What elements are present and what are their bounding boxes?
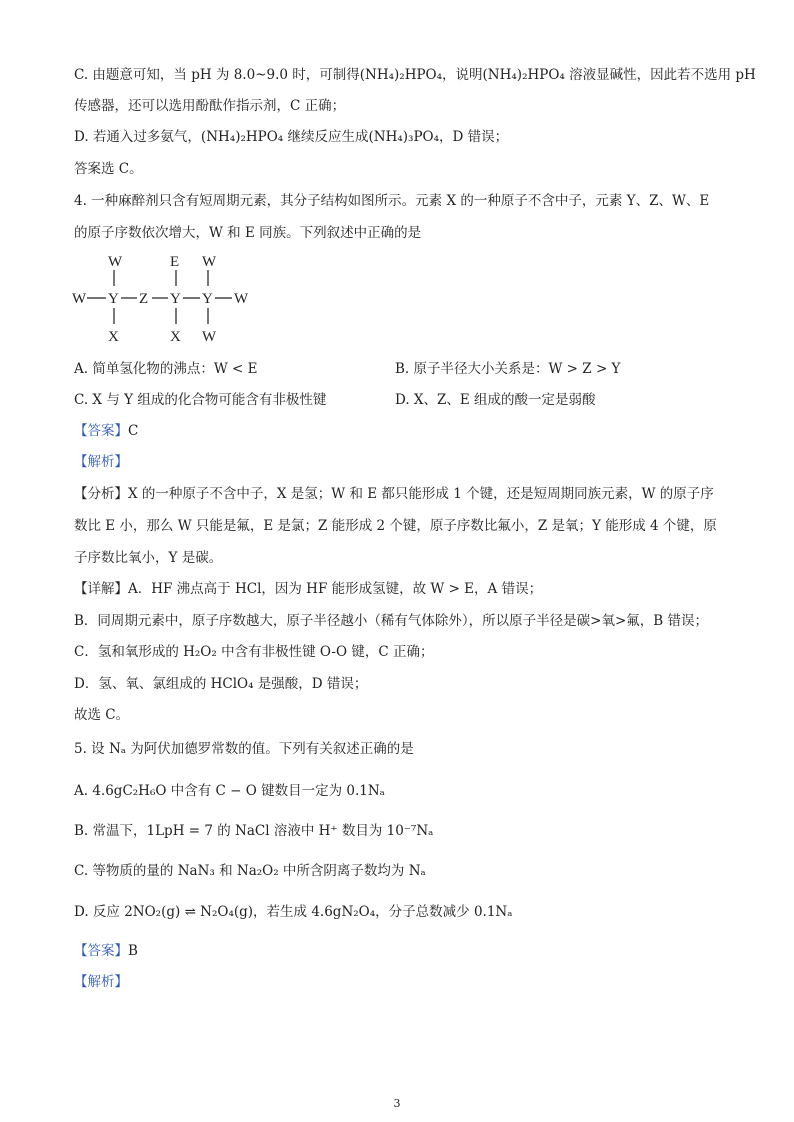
fenxi-text: X 的一种原子不含中子，X 是氢；W 和 E 都只能形成 1 个键，还是短周期同族元素，W 的原子序 [128,486,714,502]
atom-label: W [202,254,217,270]
answer-value: B [128,943,138,959]
answer-line [74,422,734,440]
answer-line [74,942,734,960]
q5-option-a: A. 4.6gC₂H₆O 中含有 C − O 键数目一定为 0.1Nₐ [74,783,385,799]
atom-label: W [108,254,123,270]
atom-label: W [72,291,87,307]
q5-option-c: C. 等物质的量的 NaN₃ 和 Na₂O₂ 中所含阴离子数均为 Nₐ [74,863,426,879]
detail-line: C．氢和氧形成的 H₂O₂ 中含有非极性键 O-O 键，C 正确； [74,644,434,660]
detail-line: D．氢、氧、氯组成的 HClO₄ 是强酸，D 错误； [74,676,368,692]
detail-line: B．同周期元素中，原子序数越大，原子半径越小（稀有气体除外），所以原子半径是碳>氧>氟，B 错误； [74,613,709,629]
page-number: 3 [393,1097,401,1110]
question-5-stem: 5. 设 Nₐ 为阿伏加德罗常数的值。下列有关叙述正确的是 [74,741,414,757]
q5-option-b: B. 常温下，1LpH = 7 的 NaCl 溶液中 H⁺ 数目为 10⁻⁷Nₐ [74,823,434,839]
text-line: D. 若通入过多氨气，(NH₄)₂HPO₄ 继续反应生成(NH₄)₃PO₄，D 错误； [74,129,509,145]
text-line: 传感器，还可以选用酚酞作指示剂，C 正确； [74,98,346,114]
q5-option-d: D. 反应 2NO₂(g) ⇌ N₂O₄(g)，若生成 4.6gN₂O₄，分子总数减少 0.1Nₐ [74,904,513,920]
option-a: A. 简单氢化物的沸点：W < E [74,361,258,377]
atom-label: Y [202,291,213,307]
option-d: D. X、Z、E 组成的酸一定是弱酸 [395,392,596,408]
fenxi-tag: 【分析】 [74,486,128,502]
atom-label: Y [108,291,119,307]
atom-label: X [108,329,119,345]
analysis-tag: 【解析】 [74,974,128,990]
answer-value: C [128,423,139,439]
atom-label: Y [170,291,181,307]
detail-text: A．HF 沸点高于 HCl，因为 HF 能形成氢键，故 W > E，A 错误； [128,581,543,597]
answer-tag: 【答案】 [74,423,128,439]
atom-label: E [170,254,180,270]
detail-tag: 【详解】 [74,581,128,597]
molecule-structure-diagram [72,248,272,348]
question-4-stem: 4. 一种麻醉剂只含有短周期元素，其分子结构如图所示。元素 X 的一种原子不含中子，元素 Y、Z、W、E [74,193,710,209]
atom-label: W [234,291,249,307]
answer-tag: 【答案】 [74,943,128,959]
option-b: B. 原子半径大小关系是：W > Z > Y [395,361,621,377]
atom-label: Z [139,291,149,307]
analysis-tag-line [74,973,734,991]
analysis-line: 数比 E 小，那么 W 只能是氟，E 是氯；Z 能形成 2 个键，原子序数比氟小，Z 是氧；Y 能形成 4 个键，原 [74,518,717,534]
analysis-line: 子序数比氧小，Y 是碳。 [74,550,223,566]
atom-label: X [170,329,181,345]
analysis-tag: 【解析】 [74,454,128,470]
text-line: C. 由题意可知，当 pH 为 8.0~9.0 时，可制得(NH₄)₂HPO₄，说明(NH₄)₂HPO₄ 溶液显碱性，因此若不选用 pH [74,67,756,83]
analysis-tag-line [74,453,734,471]
analysis-line [74,485,734,503]
atom-label: W [202,329,217,345]
conclusion-line: 故选 C。 [74,707,130,723]
detail-line [74,580,734,598]
question-4-stem: 的原子序数依次增大，W 和 E 同族。下列叙述中正确的是 [74,225,422,241]
option-c: C. X 与 Y 组成的化合物可能含有非极性键 [74,392,327,408]
text-line: 答案选 C。 [74,161,143,177]
